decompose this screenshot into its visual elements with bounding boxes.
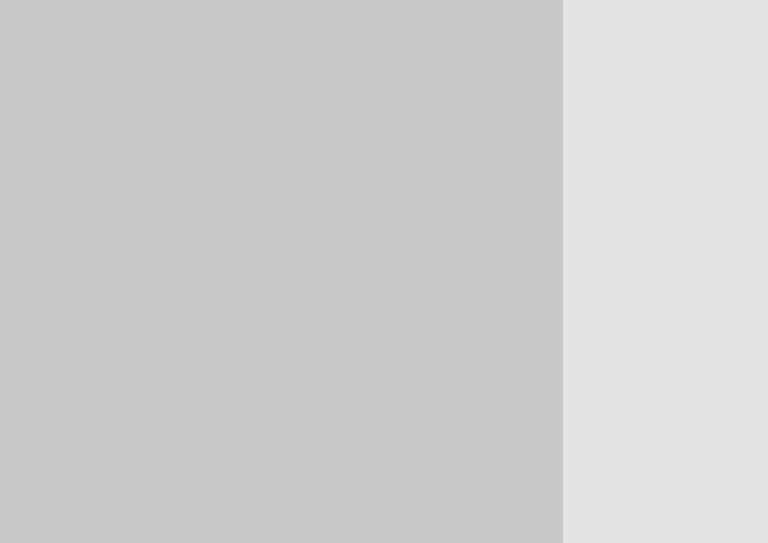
holiday-sidebar (563, 0, 768, 543)
